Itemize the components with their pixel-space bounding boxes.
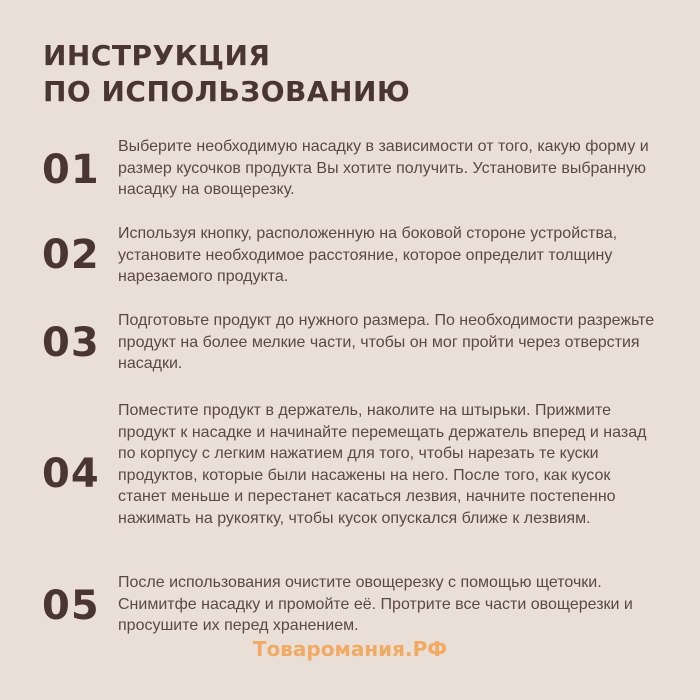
step-text: Используя кнопку, расположенную на боковой стороне устройства, установите необходимое расстояние, которое определит толщину нарезаемого продукта. bbox=[118, 225, 618, 285]
step-number: 04 bbox=[42, 451, 100, 497]
step-text: Выберите необходимую насадку в зависимости от того, какую форму и размер кусочков продукта Вы хотите получить. Установите выбранную насадку на овощерезку. bbox=[118, 138, 649, 198]
step-text: После использования очистите овощерезку с помощью щеточки. Снимитфе насадку и промойте её. Протрите все части овощерезки и просушите их перед хранением. bbox=[118, 574, 633, 634]
step-number: 01 bbox=[42, 147, 100, 193]
step-number: 03 bbox=[42, 320, 100, 366]
step-number: 02 bbox=[42, 232, 100, 278]
step-text: Поместите продукт в держатель, наколите на штырьки. Прижмите продукт к насадке и начинайте перемещать держатель вперед и назад по корпусу с легким нажатием для того, чтобы нарезать те куски продуктов, которые были насажены на него. После того, как кусок станет меньше и перестанет касаться лезвия, начните постепенно нажимать на рукоятку, чтобы кусок опускался ближе к лезвиям. bbox=[118, 402, 647, 527]
step-number: 05 bbox=[42, 583, 100, 629]
page-title-line-2: ПО ИСПОЛЬЗОВАНИЮ bbox=[43, 75, 411, 108]
page-title bbox=[43, 38, 410, 110]
step-text: Подготовьте продукт до нужного размера. По необходимости разрежьте продукт на более мелкие части, чтобы он мог пройти через отверстия насадки. bbox=[118, 312, 655, 372]
page-title-line-1: ИНСТРУКЦИЯ bbox=[43, 39, 271, 72]
watermark: Товаромания.РФ bbox=[252, 637, 448, 661]
